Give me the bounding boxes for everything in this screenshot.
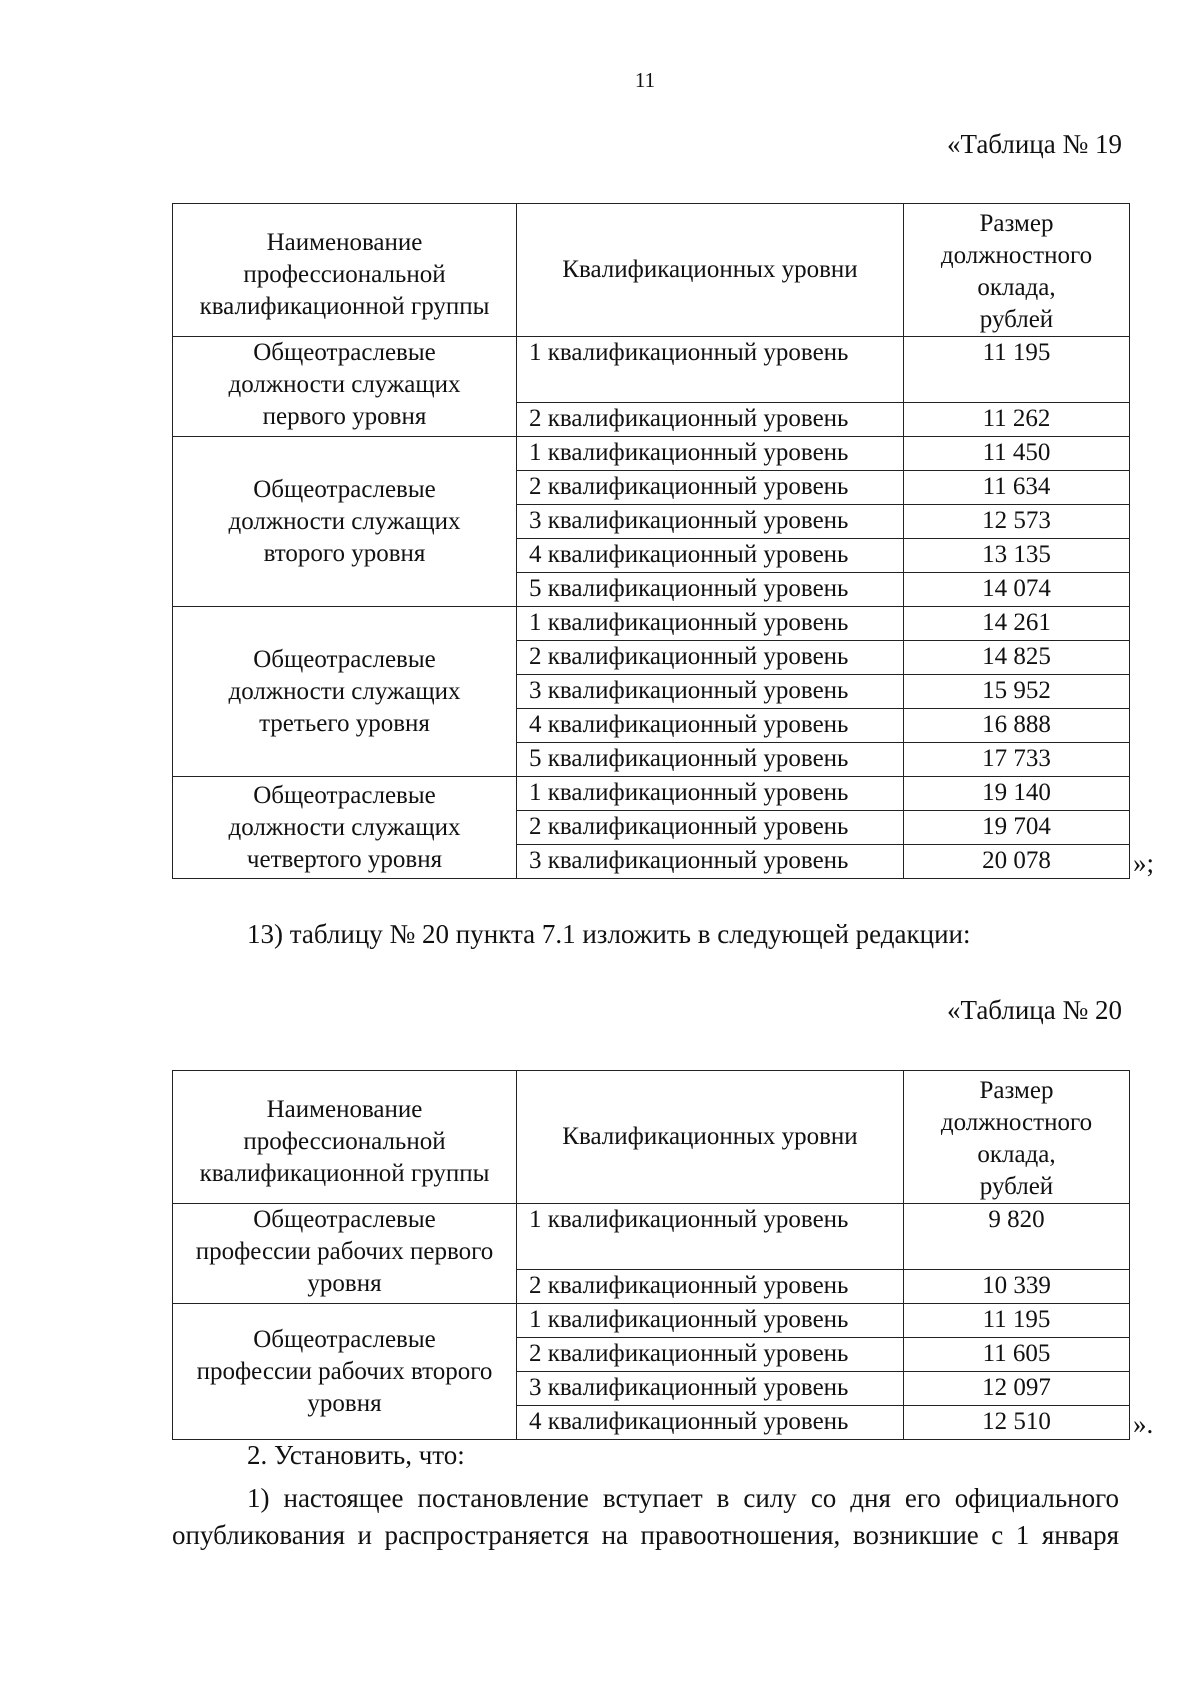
header-line: оклада, — [977, 1141, 1056, 1168]
amount-cell: 20 078 — [904, 845, 1130, 879]
amount-cell: 15 952 — [904, 675, 1130, 709]
group-name-cell — [173, 777, 517, 879]
paragraph-line: опубликования и распространяется на правоотношения, возникшие с 1 января — [172, 1520, 1119, 1550]
level-cell: 2 квалификационный уровень — [517, 403, 904, 437]
amount-cell: 11 605 — [904, 1338, 1130, 1372]
header-levels: Квалификационных уровни — [517, 204, 904, 337]
header-line: профессиональной — [243, 1128, 446, 1155]
table-20-caption: «Таблица № 20 — [947, 995, 1122, 1025]
amount-cell: 14 825 — [904, 641, 1130, 675]
paragraph-2-1 — [172, 1480, 1119, 1554]
amount-cell: 14 074 — [904, 573, 1130, 607]
amount-cell: 11 634 — [904, 471, 1130, 505]
page-number: 11 — [634, 68, 656, 92]
group-line: Общеотраслевые — [253, 781, 436, 809]
header-salary — [904, 1071, 1130, 1204]
amount-cell: 11 195 — [904, 337, 1130, 403]
amount-cell: 19 704 — [904, 811, 1130, 845]
table-row — [173, 1304, 1130, 1338]
table-header-row — [173, 1071, 1130, 1204]
amount-cell: 11 195 — [904, 1304, 1130, 1338]
header-group-name — [173, 204, 517, 337]
header-salary — [904, 204, 1130, 337]
amount-cell: 11 450 — [904, 437, 1130, 471]
group-line: Общеотраслевые — [253, 1206, 436, 1233]
table-19-closing-quote: »; — [1133, 848, 1155, 878]
group-line: Общеотраслевые — [253, 1325, 436, 1353]
group-line: Общеотраслевые — [253, 475, 436, 503]
level-cell: 1 квалификационный уровень — [517, 777, 904, 811]
level-cell: 3 квалификационный уровень — [517, 505, 904, 539]
table-row — [173, 777, 1130, 811]
header-line: рублей — [979, 1173, 1054, 1200]
header-line: квалификационной группы — [199, 293, 490, 320]
amount-cell: 14 261 — [904, 607, 1130, 641]
amount-cell: 13 135 — [904, 539, 1130, 573]
group-name-cell — [173, 1304, 517, 1440]
group-line: третьего уровня — [259, 709, 430, 737]
level-cell: 2 квалификационный уровень — [517, 1270, 904, 1304]
paragraph-13: 13) таблицу № 20 пункта 7.1 изложить в следующей редакции: — [247, 919, 971, 949]
group-name-cell — [173, 607, 517, 777]
level-cell: 2 квалификационный уровень — [517, 641, 904, 675]
group-line: должности служащих — [228, 813, 461, 841]
table-20 — [172, 1070, 1130, 1440]
paragraph-line: 1) настоящее постановление вступает в силу со дня его официального — [247, 1483, 1119, 1513]
header-line: Наименование — [266, 1096, 423, 1123]
table-row — [173, 1204, 1130, 1270]
header-line: Размер — [979, 1077, 1054, 1104]
header-line: квалификационной группы — [199, 1160, 490, 1187]
header-line: должностного — [940, 1109, 1093, 1136]
amount-cell: 11 262 — [904, 403, 1130, 437]
level-cell: 3 квалификационный уровень — [517, 845, 904, 879]
table-row — [173, 337, 1130, 403]
level-cell: 2 квалификационный уровень — [517, 471, 904, 505]
level-cell: 4 квалификационный уровень — [517, 709, 904, 743]
group-line: первого уровня — [262, 403, 427, 430]
group-line: четвертого уровня — [246, 845, 443, 873]
group-name-cell — [173, 1204, 517, 1304]
level-cell: 2 квалификационный уровень — [517, 811, 904, 845]
table-19-caption: «Таблица № 19 — [947, 129, 1122, 159]
header-line: оклада, — [977, 274, 1056, 301]
group-line: уровня — [307, 1270, 382, 1297]
level-cell: 1 квалификационный уровень — [517, 1304, 904, 1338]
table-row — [173, 607, 1130, 641]
table-19 — [172, 203, 1130, 879]
group-line: второго уровня — [263, 539, 426, 567]
amount-cell: 17 733 — [904, 743, 1130, 777]
header-line: рублей — [979, 306, 1054, 333]
table-row — [173, 437, 1130, 471]
group-line: уровня — [307, 1389, 382, 1417]
amount-cell: 12 510 — [904, 1406, 1130, 1440]
level-cell: 1 квалификационный уровень — [517, 1204, 904, 1270]
amount-cell: 12 097 — [904, 1372, 1130, 1406]
amount-cell: 16 888 — [904, 709, 1130, 743]
amount-cell: 9 820 — [904, 1204, 1130, 1270]
level-cell: 3 квалификационный уровень — [517, 1372, 904, 1406]
level-cell: 4 квалификационный уровень — [517, 539, 904, 573]
level-cell: 5 квалификационный уровень — [517, 573, 904, 607]
paragraph-2: 2. Установить, что: — [247, 1440, 465, 1470]
group-line: Общеотраслевые — [253, 339, 436, 366]
group-line: профессии рабочих второго — [196, 1357, 493, 1385]
level-cell: 1 квалификационный уровень — [517, 337, 904, 403]
group-line: должности служащих — [228, 371, 461, 398]
level-cell: 2 квалификационный уровень — [517, 1338, 904, 1372]
header-levels: Квалификационных уровни — [517, 1071, 904, 1204]
header-line: Наименование — [266, 229, 423, 256]
group-line: Общеотраслевые — [253, 645, 436, 673]
amount-cell: 10 339 — [904, 1270, 1130, 1304]
header-line: профессиональной — [243, 261, 446, 288]
table-header-row — [173, 204, 1130, 337]
level-cell: 3 квалификационный уровень — [517, 675, 904, 709]
header-group-name — [173, 1071, 517, 1204]
level-cell: 1 квалификационный уровень — [517, 607, 904, 641]
amount-cell: 19 140 — [904, 777, 1130, 811]
group-name-cell — [173, 437, 517, 607]
group-line: профессии рабочих первого — [195, 1238, 494, 1265]
level-cell: 5 квалификационный уровень — [517, 743, 904, 777]
group-name-cell — [173, 337, 517, 437]
header-line: Размер — [979, 210, 1054, 237]
level-cell: 4 квалификационный уровень — [517, 1406, 904, 1440]
group-line: должности служащих — [228, 507, 461, 535]
header-line: должностного — [940, 242, 1093, 269]
table-20-closing-quote: ». — [1133, 1409, 1154, 1439]
group-line: должности служащих — [228, 677, 461, 705]
amount-cell: 12 573 — [904, 505, 1130, 539]
level-cell: 1 квалификационный уровень — [517, 437, 904, 471]
